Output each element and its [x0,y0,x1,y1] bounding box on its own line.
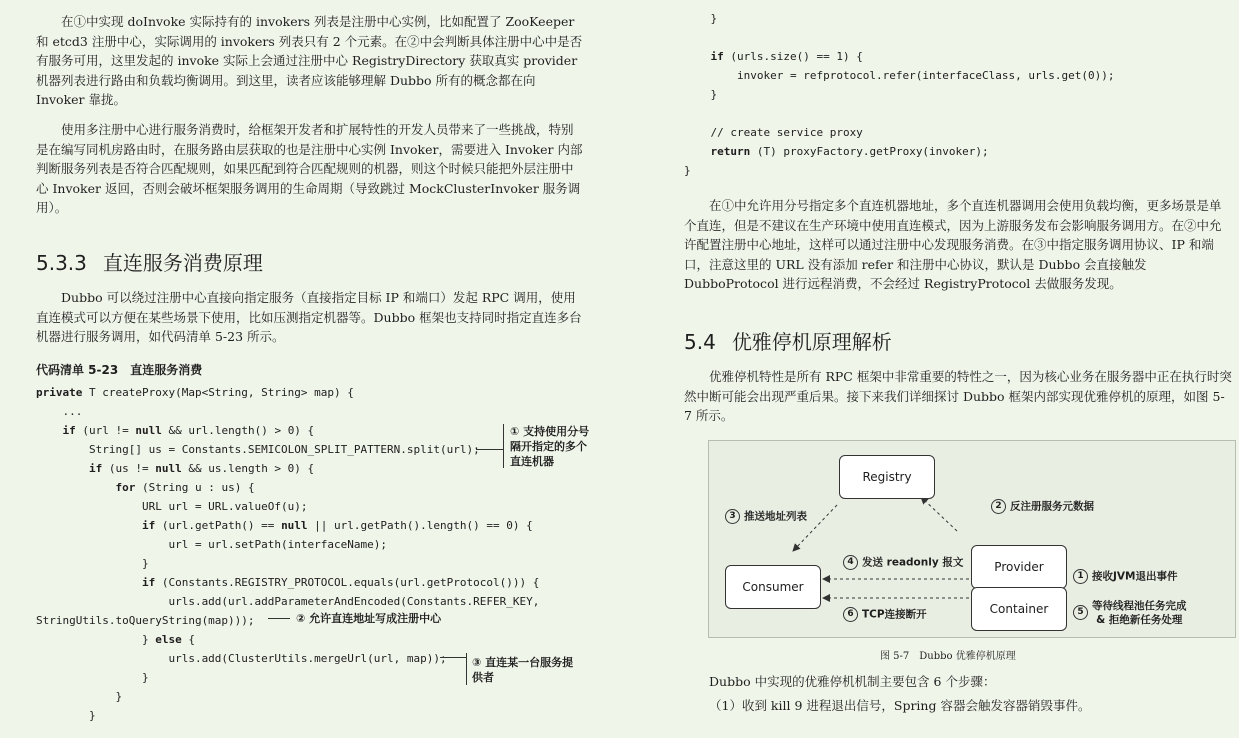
code-line: String[] us = Constants.SEMICOLON_SPLIT_PATTERN.split(url); [36,443,480,456]
section-number: 5.3.3 [36,251,87,275]
arrow-unregister [921,497,957,531]
step-1-label: 1 接收JVM退出事件 [1073,569,1177,584]
code-line: // create service proxy [684,126,863,139]
code-line: invoker = refprotocol.refer(interfaceClass, urls.get(0)); [684,69,1115,82]
annotation-arrow-2 [268,618,290,619]
code-line: for (String u : us) { [115,481,255,494]
code-line: urls.add(ClusterUtils.mergeUrl(url, map)); [36,652,447,665]
paragraph-6: Dubbo 中实现的优雅停机机制主要包含 6 个步骤： [709,674,996,689]
section-title: 直连服务消费原理 [102,251,263,275]
annotation-1: ① 支持使用分号隔开指定的多个直连机器 [510,425,590,468]
step-6-label: 6 TCP连接断开 [843,607,927,622]
code-line: if (us != null && us.length > 0) { [88,462,315,475]
section-heading-5-4 [684,326,892,355]
annotation-bracket-1 [503,424,504,468]
consumer-box: Consumer [725,565,821,609]
code-line: } [36,690,123,703]
code-listing [36,383,539,725]
registry-box: Registry [839,455,935,499]
paragraph-4: 在①中允许用分号指定多个直连机器地址，多个直连机器调用会使用负载均衡，更多场景是单个直连，但是不建议在生产环境中使用直连模式，因为上游服务发布会影响服务调用方。在②中允许配置注册中心地址，这样可以通过注册中心发现服务消费。在③中指定服务调用协议、IP 和端口，注意这里的 URL 没有添加 refer 和注册中心协议，默认是 Dubbo 会直接触发 DubboProtocol 进行远程消费，不会经过 RegistryProtocol 去做服务发现。 [684,198,1222,291]
code-line: } [36,557,149,570]
figure-caption: 图 5-7 Dubbo 优雅停机原理 [880,651,1016,662]
code-line: url = url.setPath(interfaceName); [36,538,387,551]
step-4-label: 4 发送 readonly 报文 [843,555,963,570]
code-caption: 代码清单 5-23 直连服务消费 [36,363,203,377]
annotation-arrow-3 [440,657,467,658]
code-line: StringUtils.toQueryString(map))); [36,614,255,627]
provider-box: Provider [971,545,1067,589]
paragraph-2: 使用多注册中心进行服务消费时，给框架开发者和扩展特性的开发人员带来了一些挑战，特别是在编写同机房路由时，在服务路由层获取的也是注册中心实例 Invoker，需要进入 Invoker 内部判断服务列表是否符合匹配规则，如果匹配到符合匹配规则的机器，则这个时候只能把外层注册中心 Invoker 返回，否则会破坏框架服务调用的生命周期（导致跳过 MockClusterInvoker 服务调用）。 [36,122,583,215]
paragraph-5: 优雅停机特性是所有 RPC 框架中非常重要的特性之一，因为核心业务在服务器中正在执行时突然中断可能会出现严重后果。接下来我们详细探讨 Dubbo 框架内部实现优雅停机的原理，如图 5-7 所示。 [684,369,1232,423]
annotation-3: ③ 直连某一台服务提供者 [472,656,574,684]
code-line: } [684,12,718,25]
code-line: urls.add(url.addParameterAndEncoded(Constants.REFER_KEY, [36,595,540,608]
code-line: if (Constants.REGISTRY_PROTOCOL.equals(url.getProtocol())) { [141,576,540,589]
annotation-2: ② 允许直连地址写成注册中心 [296,612,442,625]
code-line: if (url != null && url.length() > 0) { [62,424,315,437]
section-title: 优雅停机原理解析 [731,330,892,354]
paragraph-7: （1）收到 kill 9 进程退出信号，Spring 容器会触发容器销毁事件。 [709,698,1091,713]
code-line: URL url = URL.valueOf(u); [36,500,308,513]
code-line: ... [36,405,83,418]
code-line: } [36,671,149,684]
code-line [684,104,1114,123]
code-line: if (urls.size() == 1) { [710,50,863,63]
code-listing-continued [684,9,1114,180]
step-5-label: 5 等待线程池任务完成 & 拒绝新任务处理 [1073,599,1187,627]
step-2-label: 2 反注册服务元数据 [991,499,1094,514]
code-line: } [684,88,718,101]
figure-graceful-shutdown [708,440,1236,638]
code-line: return (T) proxyFactory.getProxy(invoker); [710,145,989,158]
paragraph-3: Dubbo 可以绕过注册中心直接向指定服务（直接指定目标 IP 和端口）发起 RPC 调用，使用直连模式可以方便在某些场景下使用，比如压测指定机器等。Dubbo 框架也支持同时指定直连多台机器进行服务调用，如代码清单 5-23 所示。 [36,290,582,344]
step-3-label: 3 推送地址列表 [725,509,807,524]
container-box: Container [971,587,1067,631]
code-line: private T createProxy(Map<String, String> map) { [36,386,354,399]
section-heading-5-3-3 [36,247,263,276]
code-line: } [36,709,96,722]
section-number: 5.4 [684,330,716,354]
annotation-arrow-1 [476,449,504,450]
code-line: } [684,164,691,177]
code-line: if (url.getPath() == null || url.getPath().length() == 0) { [141,519,533,532]
code-line: } else { [36,633,195,646]
code-line [684,28,1114,47]
paragraph-1: 在①中实现 doInvoke 实际持有的 invokers 列表是注册中心实例，比如配置了 ZooKeeper 和 etcd3 注册中心，实际调用的 invokers 列表只有 2 个元素。在②中会判断具体注册中心中是否有服务可用，这里发起的 invoke 实际上会通过注册中心 RegistryDirectory 获取真实 provider 机器列表进行路由和负载均衡调用。到这里，读者应该能够理解 Dubbo 所有的概念都在向 Invoker 靠拢。 [36,14,583,107]
